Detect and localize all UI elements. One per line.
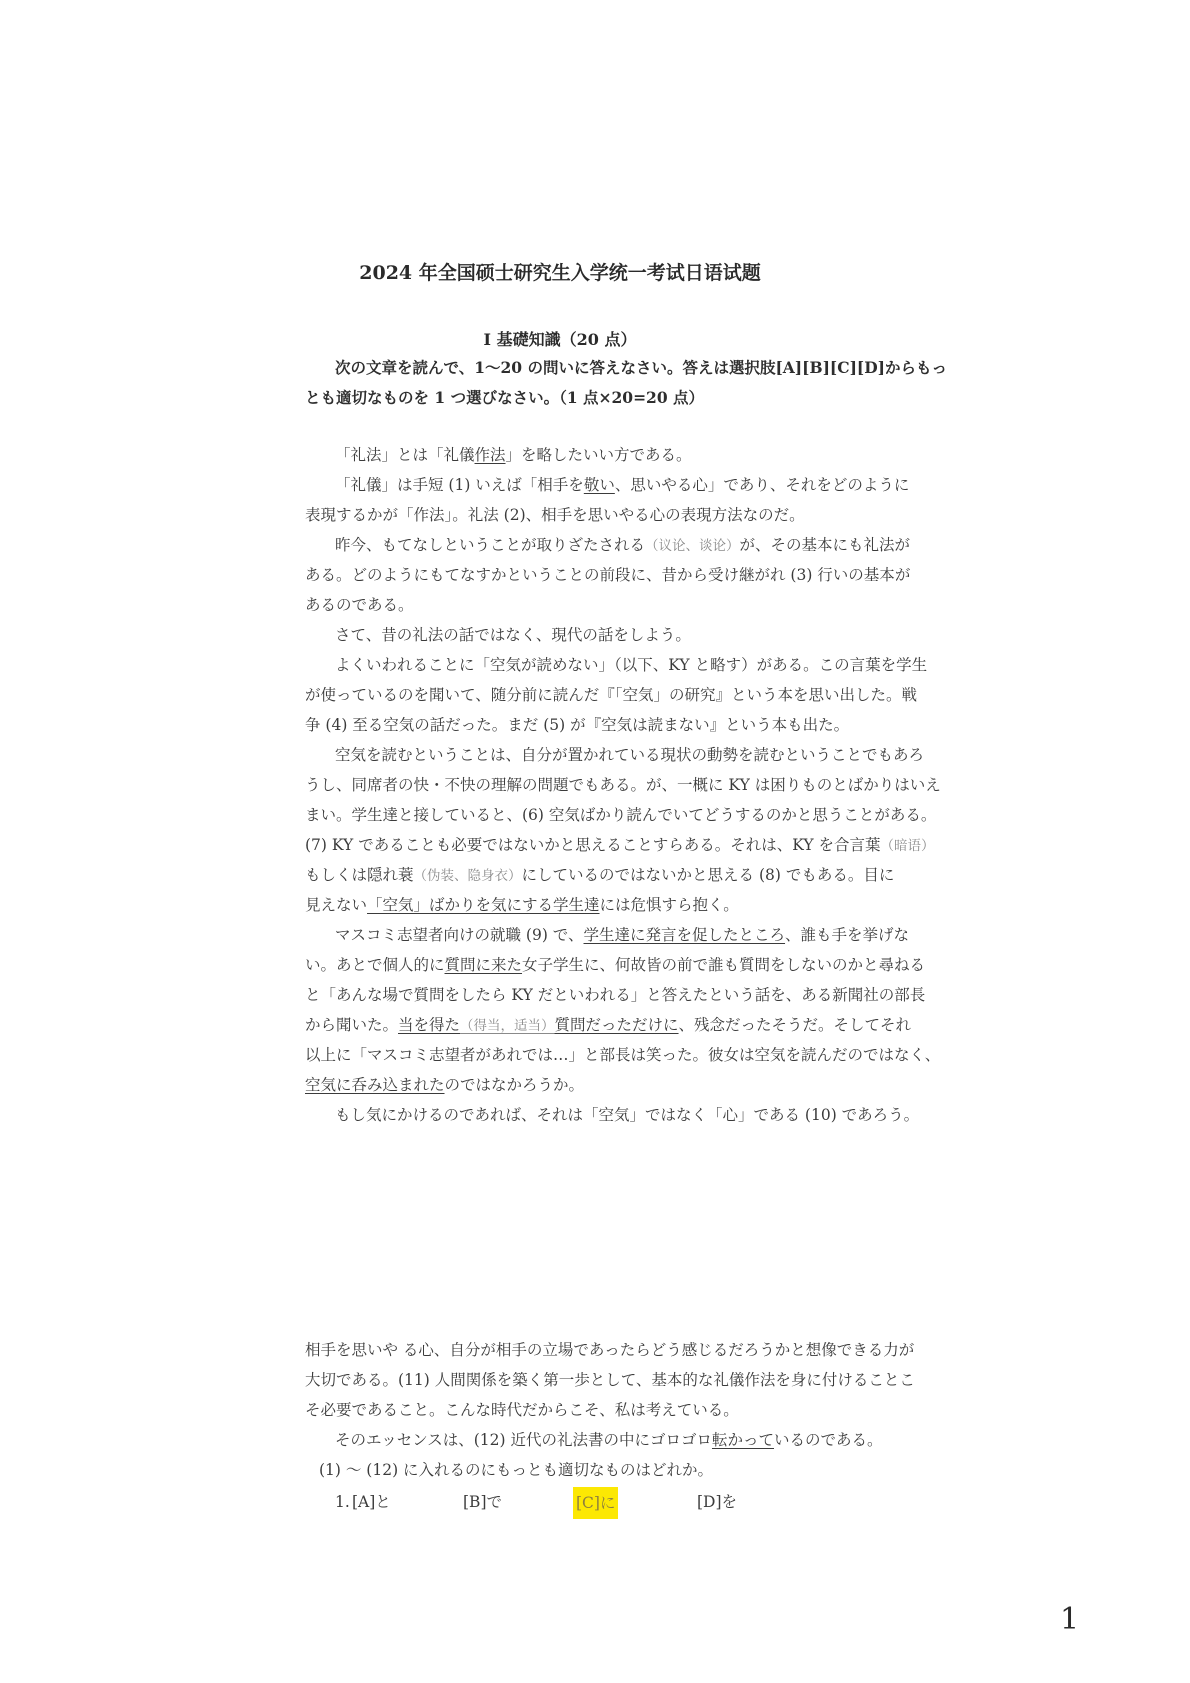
text-line	[305, 1335, 915, 1365]
passage-part-1	[305, 440, 941, 1130]
text-line	[305, 770, 941, 800]
text-segment: さて、昔の礼法の話ではなく、現代の話をしよう。	[335, 626, 691, 644]
answer-option-d: [D]を	[697, 1493, 738, 1511]
text-line	[305, 1365, 915, 1395]
underlined-phrase: 質問だっただけに	[554, 1016, 679, 1034]
text-line	[305, 470, 910, 500]
page-number: 1	[1060, 1602, 1080, 1637]
question-number: 1.	[335, 1493, 350, 1511]
text-line	[305, 1425, 883, 1455]
text-segment: にしているのではないかと思える (8) でもある。目に	[521, 866, 895, 884]
answer-option-c-highlighted: [C]に	[573, 1487, 618, 1519]
text-segment: 相手を思いや る心、自分が相手の立場であったらどう感じるだろうかと想像できる力が	[305, 1341, 915, 1359]
text-segment: 、残念だったそうだ。そしてそれ	[678, 1016, 912, 1034]
text-segment: のではなかろうか。	[444, 1076, 585, 1094]
text-line	[305, 890, 815, 920]
underlined-gloss: （得当，适当）	[460, 1018, 555, 1034]
text-segment: 「礼儀」は手短 (1) いえば「相手を	[335, 476, 584, 494]
text-line	[305, 980, 926, 1010]
text-line	[305, 353, 948, 383]
section-instructions	[305, 353, 948, 413]
underlined-phrase: 転かって	[711, 1431, 774, 1449]
text-segment: (7) KY であることも必要ではないかと思えることすらある。それは、KY を合言葉	[305, 836, 881, 854]
text-segment: には危惧すら抱く。	[599, 896, 739, 914]
text-segment: よくいわれることに「空気が読めない」（以下、KY と略す）がある。この言葉を学生	[335, 656, 928, 674]
text-line	[305, 440, 815, 470]
text-segment: そのエッセンスは、(12) 近代の礼法書の中にゴロゴロ	[335, 1431, 712, 1449]
answer-option-b: [B]で	[463, 1493, 502, 1511]
text-segment: 昨今、もてなしということが取りざたされる	[335, 536, 646, 554]
text-segment: ある。どのようにもてなすかということの前段に、昔から受け継がれ (3) 行いの基本が	[305, 566, 911, 584]
text-line	[305, 830, 935, 860]
text-segment: いるのである。	[774, 1431, 883, 1449]
underlined-phrase: 質問に来た	[444, 956, 523, 974]
chinese-gloss: （议论、谈论）	[645, 538, 740, 554]
text-segment: もし気にかけるのであれば、それは「空気」ではなく「心」である (10) であろう。	[335, 1106, 920, 1124]
text-segment: 争 (4) 至る空気の話だった。まだ (5) が『空気は読まない』という本も出た。	[305, 716, 850, 734]
text-segment: 、思いやる心」であり、それをどのように	[614, 476, 910, 494]
text-line	[305, 500, 815, 530]
underlined-phrase: 学生達に発言を促したところ	[583, 926, 786, 944]
underlined-phrase: 作法	[474, 446, 506, 464]
text-line	[305, 560, 911, 590]
text-line	[305, 1100, 920, 1130]
text-segment: 「礼法」とは「礼儀	[335, 446, 475, 464]
text-segment: そ必要であること。こんな時代だからこそ、私は考えている。	[305, 1401, 739, 1419]
text-segment: 次の文章を読んで、1～20 の問いに答えなさい。答えは選択肢[A][B][C][D]からもっ	[335, 358, 948, 377]
text-segment: 」を略したいい方である。	[505, 446, 692, 464]
answer-option-a: [A]と	[352, 1493, 391, 1511]
text-line	[305, 740, 925, 770]
text-segment: が使っているのを聞いて、随分前に読んだ『「空気」の研究』という本を思い出した。戦	[305, 686, 917, 704]
text-segment: から聞いた。	[305, 1016, 399, 1034]
text-line	[305, 950, 926, 980]
text-segment: と「あんな場で質問をしたら KY だといわれる」と答えたという話を、ある新聞社の部長	[305, 986, 926, 1004]
page-title: 2024 年全国硕士研究生入学统一考试日语试题	[359, 262, 761, 284]
text-segment: まい。学生達と接していると、(6) 空気ばかり読んでいてどうするのかと思うことがある。	[305, 806, 937, 824]
text-line	[305, 383, 815, 413]
text-line	[305, 680, 917, 710]
section-heading: Ⅰ 基礎知識（20 点）	[483, 330, 637, 349]
text-segment: うし、同席者の快・不快の理解の問題でもある。が、一概に KY は困りものとばかりはいえ	[305, 776, 941, 794]
text-segment: 見えない	[305, 896, 368, 914]
text-segment: 以上に「マスコミ志望者があれでは…」と部長は笑った。彼女は空気を読んだのではなく、	[305, 1046, 941, 1064]
text-segment: あるのである。	[305, 596, 414, 614]
text-segment: とも適切なものを 1 つ選びなさい。（1 点×20=20 点）	[305, 388, 705, 407]
text-line	[305, 1455, 815, 1485]
text-segment: 表現するかが「作法」。礼法 (2)、相手を思いやる心の表現方法なのだ。	[305, 506, 805, 524]
text-segment: 空気を読むということは、自分が置かれている現状の動勢を読むということでもあろ	[335, 746, 925, 764]
text-line	[305, 920, 910, 950]
underlined-phrase: 敬い	[583, 476, 615, 494]
text-segment: が、その基本にも礼法が	[739, 536, 911, 554]
text-segment: (1) ～ (12) に入れるのにもっとも適切なものはどれか。	[319, 1461, 714, 1479]
chinese-gloss: （暗语）	[880, 838, 935, 854]
question-1-options-row	[305, 1487, 815, 1517]
text-segment: もしくは隠れ蓑	[305, 866, 414, 884]
text-line	[305, 860, 895, 890]
text-line	[305, 1010, 912, 1040]
passage-part-2	[305, 1335, 915, 1485]
text-line	[305, 710, 850, 740]
text-line	[305, 1070, 815, 1100]
underlined-phrase: 当を得た	[398, 1016, 461, 1034]
underlined-phrase: 「空気」ばかりを気にする学生達	[367, 896, 600, 914]
text-line	[305, 800, 937, 830]
text-segment: 大切である。(11) 人間関係を築く第一歩として、基本的な礼儀作法を身に付けることこ	[305, 1371, 915, 1389]
text-line	[305, 650, 928, 680]
text-segment: マスコミ志望者向けの就職 (9) で、	[335, 926, 584, 944]
text-line	[305, 530, 911, 560]
text-line	[305, 620, 815, 650]
text-segment: 女子学生に、何故皆の前で誰も質問をしないのかと尋ねる	[522, 956, 926, 974]
chinese-gloss: （伪装、隐身衣）	[413, 868, 522, 884]
text-segment: い。あとで個人的に	[305, 956, 445, 974]
text-segment: 、誰も手を挙げな	[785, 926, 910, 944]
text-line	[305, 590, 815, 620]
text-line	[305, 1040, 941, 1070]
text-line	[305, 1395, 815, 1425]
underlined-phrase: 空気に呑み込まれた	[305, 1076, 445, 1094]
